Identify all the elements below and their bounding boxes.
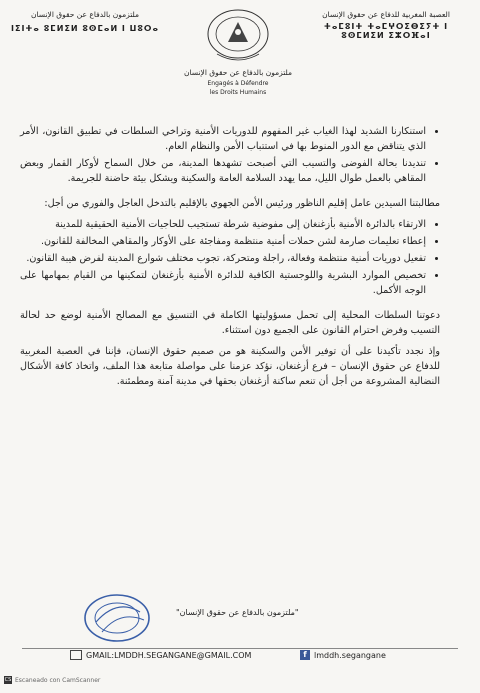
scanner-watermark [4, 676, 100, 684]
logo-emblem-icon [203, 6, 273, 68]
mail-icon [70, 650, 82, 660]
demand-item: • الارتقاء بالدائرة الأمنية بأزغنغان إلى مفوضية شرطة تستجيب للحاجيات الأمنية الحقيقية للمدينة [20, 217, 426, 232]
camscanner-icon: CS [4, 677, 12, 683]
demand-item: • تخصيص الموارد البشرية واللوجستية الكافية للدائرة الأمنية بأزغنغان لتمكينها من القيام بمهامها على الوجه الأكمل. [20, 268, 426, 298]
header-left-tifinagh: ⵏⵉⵏⵜⴰ ⵓⵎⵍⵉⵍ ⵓⵙⵎⴰⵍ ⵏ ⵡⵓⵔⴰ [11, 24, 159, 33]
letter-body [20, 124, 440, 395]
facebook-handle: lmddh.segangane [314, 650, 386, 660]
organization-logo [168, 6, 308, 116]
footer-facebook[interactable] [300, 650, 386, 660]
email-address: GMAIL:LMDDH.SEGANGANE@GMAIL.COM [86, 650, 252, 660]
header-left-arabic: ملتزمون بالدفاع عن حقوق الإنسان [30, 10, 140, 19]
demand-intro: مطالبتنا السيدين عامل إقليم الناظور ورئيس الأمن الجهوي بالإقليم بالتدخل العاجل والفوري من أجل: [44, 198, 440, 209]
header-right-arabic: العصبة المغربية للدفاع عن حقوق الإنسان [322, 10, 450, 19]
header-right-tifinagh: ⵜⴰⵎⵓⵏⵜ ⵜⴰⵎⵖⵔⵉⴱⵉⵢⵜ ⵏ ⵓⵙⵎⵍⵉⵍ ⵉⵣⵔⴼⴰⵏ [323, 22, 449, 40]
footer-email[interactable] [70, 650, 251, 660]
logo-french-line-2: les Droits Humains [209, 89, 267, 96]
closing-paragraph: وإذ نجدد تأكيدنا على أن توفير الأمن والسكينة هو من صميم حقوق الإنسان، فإننا في العصبة المغربية للدفاع عن حقوق الإنسان – فرع أزغنغان، نؤكد عزمنا على مواصلة متابعة هذا الملف، واتخاذ كافة الأشكال النضالية المشروعة من أجل أن تنعم ساكنة أزغنغان بحقها في مدينة آمنة ومطمئنة. [20, 346, 440, 387]
demand-item: • تفعيل دوريات أمنية منتظمة وفعالة، راجلة ومتحركة، تجوب مختلف شوارع المدينة لفرض هيبة القانون. [20, 251, 426, 266]
official-stamp [82, 592, 152, 644]
scanner-label: Escaneado con CamScanner [15, 676, 101, 684]
footer [0, 648, 480, 693]
demand-list [20, 217, 440, 298]
statement-item: • تنديدنا بحالة الفوضى والتسيب التي أصبحت تشهدها المدينة، من خلال السماح لأوكار القمار وبعض المقاهي بالعمل طوال الليل، مما يهدد السلامة العامة والسكينة ويشكل بيئة حاضنة للجريمة. [20, 156, 426, 186]
statement-item: • استنكارنا الشديد لهذا الغياب غير المفهوم للدوريات الأمنية وتراخي السلطات في تطبيق القانون، الأمر الذي يتناقض مع الدور المنوط بها في استتباب الأمن والنظام العام. [20, 124, 426, 154]
footer-divider [22, 648, 458, 649]
facebook-icon: f [300, 650, 310, 660]
logo-arabic-motto: ملتزمون بالدفاع عن حقوق الإنسان [183, 68, 293, 77]
demand-item: • إعطاء تعليمات صارمة لشن حملات أمنية منتظمة ومفاجئة على الأوكار والمقاهي المخالفة للقانون. [20, 234, 426, 249]
header-right [306, 10, 466, 40]
statement-list [20, 124, 440, 186]
signature-motto: "ملتزمون بالدفاع عن حقوق الإنسان" [176, 608, 299, 617]
header-left [10, 10, 160, 33]
logo-french-line-1: Engagés à Défendre [207, 80, 269, 87]
call-paragraph: دعوتنا السلطات المحلية إلى تحمل مسؤوليتها الكاملة في التنسيق مع المصالح الأمنية لوضع حد لحالة التسيب وفرض احترام القانون على الجميع دون استثناء. [20, 310, 440, 336]
